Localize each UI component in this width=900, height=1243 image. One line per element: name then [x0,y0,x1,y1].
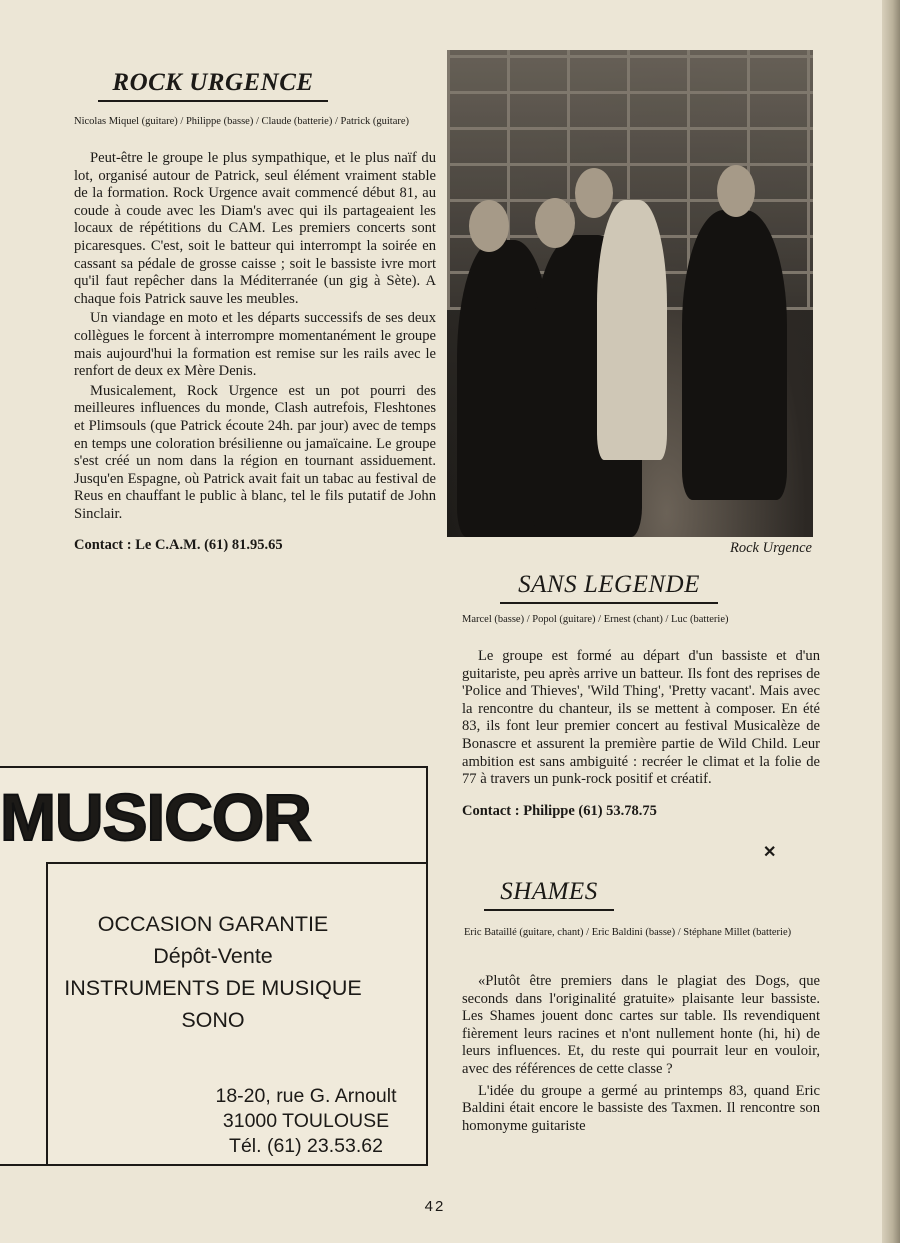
sans-legende-paragraph: Le groupe est formé au départ d'un bassiste et d'un guitariste, peu après arrive un batteur. Ils font des reprises de 'Police and Thieves', 'Wild Thing', 'Pretty vacant'. Mais avec la rencontre du chanteur, ils se mettent à composer. En été 83, ils font leur premier concert au festival Musicalèze de Bonascre et assurent la première partie de Wild Child. Leur ambition est sans ambiguité : recréer le climat et la folie de 77 à travers un punk-rock positif et créatif. [462,648,820,788]
sans-legende-members: Marcel (basse) / Popol (guitare) / Ernest (chant) / Luc (batterie) [462,614,729,625]
band-member-face [575,168,613,218]
ad-address [186,1084,426,1159]
band-photo [447,50,813,537]
rock-urgence-paragraph: Un viandage en moto et les départs successifs de ses deux collègues le forcent à interrompre momentanément le groupe mais aujourd'hui la formation est remise sur les rails avec le renfort de deux ex Mère Denis. [74,310,436,380]
rock-urgence-rule [98,100,328,102]
band-member-figure [682,210,787,500]
sans-legende-contact: Contact : Philippe (61) 53.78.75 [462,802,657,819]
shames-header [484,877,614,911]
shames-paragraph: «Plutôt être premiers dans le plagiat des Dogs, que seconds dans l'originalité gratuite» plaisante leur bassiste. Les Shames jouent donc cartes sur table. Ils revendiquent fièrement leurs racines et n'ont nullement honte (hi, hi) de leurs influences. Et, du reste qui pourrait leur en vouloir, avec des références de cette classe ? [462,973,820,1077]
ad-line: Dépôt-Vente [153,944,273,968]
rock-urgence-article [74,115,436,554]
ad-address-line: 18-20, rue G. Arnoult [215,1085,397,1107]
cross-icon: ✕ [763,844,777,861]
ad-line: INSTRUMENTS DE MUSIQUE [64,976,362,1000]
rock-urgence-paragraph: Musicalement, Rock Urgence est un pot pourri des meilleures influences du monde, Clash autrefois, Fleshtones et Plimsouls (que Patrick écoute 24h. par jour) avec de temps en temps une coloration brésilienne ou jamaïcaine. Le groupe s'est créé un nom dans la région en tournant assiduement. Jusqu'en Espagne, où Patrick avait fait un tabac au festival de Reus en chauffant le public à blanc, tel le fils putatif de John Sinclair. [74,382,436,522]
shames-article [462,973,820,1135]
ad-line: OCCASION GARANTIE [97,912,329,936]
shames-paragraph: L'idée du groupe a germé au printemps 83, quand Eric Baldini était encore le bassiste des Taxmen. Il rencontre son homonyme guitariste [462,1082,820,1134]
ad-address-line: Tél. (61) 23.53.62 [229,1135,383,1157]
rock-urgence-members: Nicolas Miquel (guitare) / Philippe (basse) / Claude (batterie) / Patrick (guitare) [74,116,410,127]
musicor-logo: MUSICOR [0,780,311,854]
sans-legende-title: SANS LEGENDE [518,571,700,598]
shames-rule [484,909,614,911]
ad-services [0,908,426,1036]
rock-urgence-paragraph: Peut-être le groupe le plus sympathique, et le plus naïf du lot, organisé autour de Patrick, seul élément vraiment stable de la formation. Rock Urgence avait commencé début 81, au coude à coude avec les Diam's avec qui ils partageaient les locaux de répétitions du CAM. Les premiers concerts sont picaresques. C'est, soit le batteur qui interrompt la soirée en cassant sa pédale de grosse caisse ; soit le bassiste ivre mort qu'il faut repêcher dans la Méditerranée (un gig à Sète). A chaque fois Patrick sauve les meubles. [74,150,436,307]
band-member-face [535,198,575,248]
photo-caption: Rock Urgence [730,540,812,556]
ad-rule [46,862,426,864]
rock-urgence-body [74,150,436,523]
band-member-face [717,165,755,217]
sans-legende-header [500,570,718,604]
sans-legende-body [462,648,820,789]
sans-legende-rule [500,602,718,604]
page-number: 42 [424,1198,446,1215]
sans-legende-article [462,648,820,820]
musicor-advertisement [0,766,428,1166]
shames-title: SHAMES [500,878,598,905]
rock-urgence-contact: Contact : Le C.A.M. (61) 81.95.65 [74,537,283,554]
shames-body [462,973,820,1135]
rock-urgence-title: ROCK URGENCE [112,69,314,96]
band-member-face [469,200,509,252]
ad-line: SONO [181,1008,245,1032]
ad-address-line: 31000 TOULOUSE [222,1110,390,1132]
band-member-figure [597,200,667,460]
rock-urgence-header [98,68,328,102]
page-edge [882,0,900,1243]
shames-members: Eric Bataillé (guitare, chant) / Eric Baldini (basse) / Stéphane Millet (batterie) [464,927,792,938]
